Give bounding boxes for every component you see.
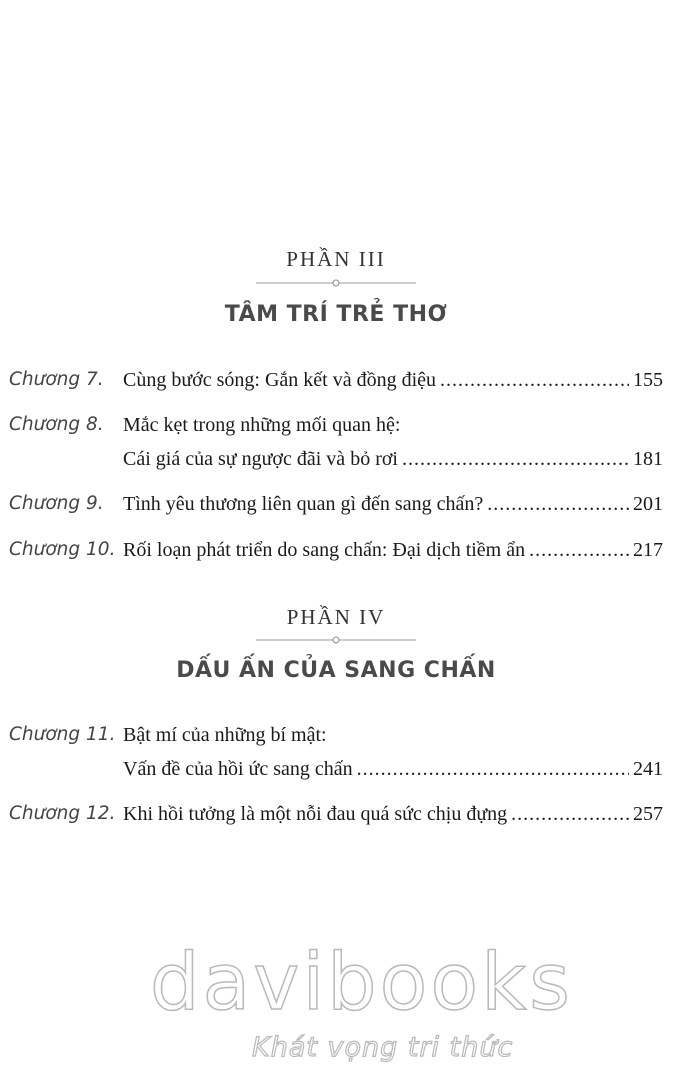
watermark-tagline: Khát vọng tri thức [252, 1032, 514, 1063]
part-label: PHẦN III [286, 247, 386, 271]
toc-entry[interactable] [0, 803, 700, 833]
chapter-title: Cái giá của sự ngược đãi và bỏ rơi [123, 448, 398, 470]
dot-leader [440, 369, 629, 392]
toc-entry[interactable] [0, 724, 700, 754]
toc-entry[interactable] [0, 493, 700, 523]
page-number: 257 [633, 803, 663, 825]
toc-entry-continuation[interactable] [0, 758, 700, 788]
toc-entry[interactable] [0, 539, 700, 569]
page-number: 181 [633, 448, 663, 470]
dot-leader [487, 493, 629, 516]
chapter-label: Chương 12. [9, 803, 116, 824]
dot-leader [402, 448, 629, 471]
part-label: PHẦN IV [286, 605, 386, 629]
chapter-label: Chương 7. [9, 369, 104, 390]
dot-leader [529, 539, 629, 562]
watermark-logo: davibooks [150, 938, 573, 1028]
divider-ornament-icon [256, 635, 416, 645]
chapter-label: Chương 9. [9, 493, 104, 514]
dot-leader [511, 803, 629, 826]
part-title: DẤU ẤN CỦA SANG CHẤN [176, 658, 496, 683]
toc-entry[interactable] [0, 414, 700, 444]
page-number: 155 [633, 369, 663, 391]
chapter-title: Rối loạn phát triển do sang chấn: Đại dịch tiềm ẩn [123, 539, 526, 561]
page-number: 217 [633, 539, 663, 561]
chapter-title: Vấn đề của hồi ức sang chấn [123, 758, 353, 780]
part-title: TÂM TRÍ TRẺ THƠ [224, 302, 448, 327]
chapter-label: Chương 10. [9, 539, 116, 560]
chapter-title: Cùng bước sóng: Gắn kết và đồng điệu [123, 369, 437, 391]
chapter-title: Tình yêu thương liên quan gì đến sang chấn? [123, 493, 484, 515]
page-number: 241 [633, 758, 663, 780]
chapter-title: Mắc kẹt trong những mối quan hệ: [123, 414, 401, 436]
divider-ornament-icon [256, 278, 416, 288]
toc-entry-continuation[interactable] [0, 448, 700, 478]
chapter-title: Bật mí của những bí mật: [123, 724, 327, 746]
dot-leader [357, 758, 629, 781]
page-number: 201 [633, 493, 663, 515]
chapter-title: Khi hồi tưởng là một nỗi đau quá sức chịu đựng [123, 803, 508, 825]
toc-entry[interactable] [0, 369, 700, 399]
chapter-label: Chương 8. [9, 414, 104, 435]
chapter-label: Chương 11. [9, 724, 116, 745]
